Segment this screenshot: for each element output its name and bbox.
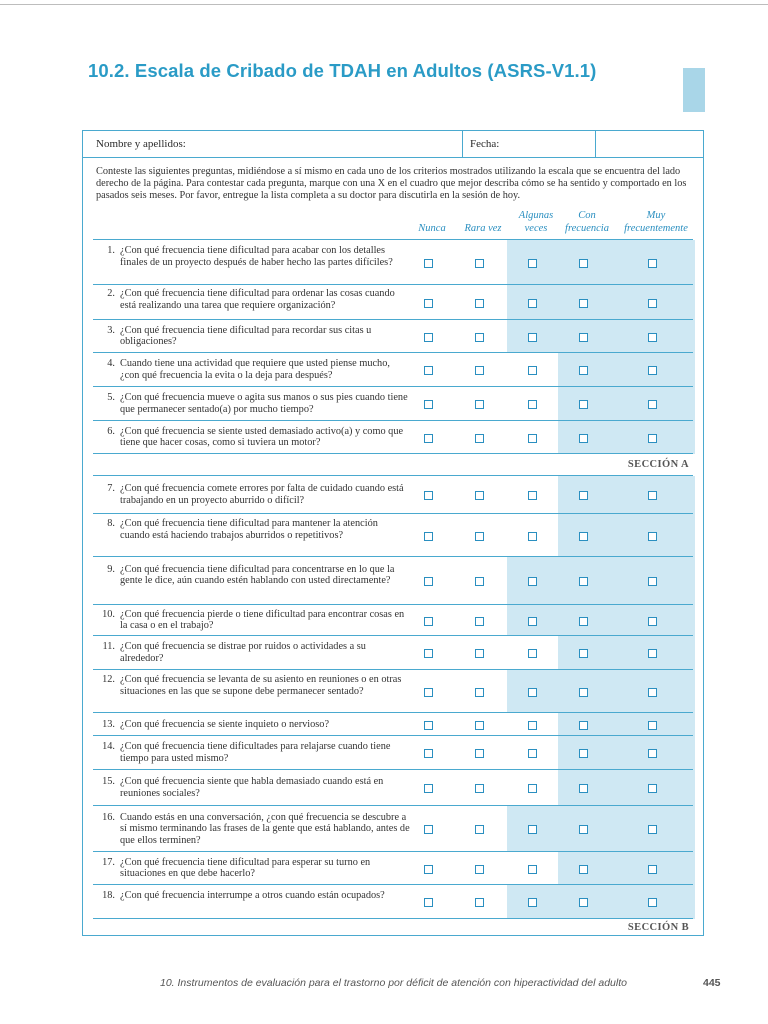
column-header-line1: Muy <box>646 210 666 221</box>
question-text: Cuando tiene una actividad que requiere que usted piense mucho, ¿con qué frecuencia la evita o la deja para después? <box>120 358 390 381</box>
answer-checkbox[interactable] <box>648 865 657 874</box>
question-number: 2. <box>107 288 115 299</box>
column-header-line2: Rara vez <box>464 223 502 234</box>
question-number: 16. <box>102 811 115 823</box>
answer-checkbox[interactable] <box>579 688 588 697</box>
answer-checkbox[interactable] <box>424 366 433 375</box>
question-row <box>83 240 703 285</box>
answer-checkbox[interactable] <box>475 491 484 500</box>
question-number: 4. <box>107 358 115 370</box>
page-number: 445 <box>703 977 721 989</box>
answer-checkbox[interactable] <box>424 400 433 409</box>
answer-checkbox[interactable] <box>424 577 433 586</box>
answer-checkbox[interactable] <box>528 649 537 658</box>
question-number: 15. <box>102 776 115 788</box>
row-divider <box>93 918 693 919</box>
answer-checkbox[interactable] <box>648 299 657 308</box>
question-row <box>83 353 703 387</box>
question-number: 8. <box>107 518 115 530</box>
header-divider <box>462 131 463 157</box>
answer-checkbox[interactable] <box>579 721 588 730</box>
answer-checkbox[interactable] <box>528 259 537 268</box>
answer-checkbox[interactable] <box>579 259 588 268</box>
answer-checkbox[interactable] <box>648 577 657 586</box>
answer-checkbox[interactable] <box>528 299 537 308</box>
answer-checkbox[interactable] <box>475 577 484 586</box>
answer-checkbox[interactable] <box>475 688 484 697</box>
question-text: ¿Con qué frecuencia se siente inquieto o nervioso? <box>120 718 330 730</box>
question-row <box>83 421 703 454</box>
answer-checkbox[interactable] <box>475 434 484 443</box>
answer-checkbox[interactable] <box>424 865 433 874</box>
question-text: ¿Con qué frecuencia tiene dificultades para relajarse cuando tiene tiempo para usted mismo? <box>120 741 391 764</box>
answer-checkbox[interactable] <box>475 617 484 626</box>
answer-checkbox[interactable] <box>424 721 433 730</box>
answer-checkbox[interactable] <box>648 649 657 658</box>
answer-checkbox[interactable] <box>528 333 537 342</box>
answer-checkbox[interactable] <box>648 825 657 834</box>
answer-checkbox[interactable] <box>579 491 588 500</box>
question-number: 1. <box>107 245 115 257</box>
answer-checkbox[interactable] <box>424 898 433 907</box>
question-text: ¿Con qué frecuencia tiene dificultad para concentrarse en lo que la gente le dice, aún cuando estén hablando con usted directamente? <box>120 563 395 587</box>
answer-checkbox[interactable] <box>424 688 433 697</box>
question-text: ¿Con qué frecuencia tiene dificultad para esperar su turno en situaciones en que debe hacerlo? <box>120 856 371 880</box>
question-text: ¿Con qué frecuencia se siente usted demasiado activo(a) y como que tiene que hacer cosas, como si tuviera un motor? <box>120 425 404 449</box>
answer-checkbox[interactable] <box>648 400 657 409</box>
question-text: ¿Con qué frecuencia se levanta de su asiento en reuniones o en otras situaciones en las que se supone debe permanecer sentado? <box>120 674 402 697</box>
answer-checkbox[interactable] <box>528 749 537 758</box>
question-number: 12. <box>102 674 115 686</box>
question-number: 3. <box>107 324 115 336</box>
answer-checkbox[interactable] <box>648 259 657 268</box>
page-title: 10.2. Escala de Cribado de TDAH en Adultos (ASRS-V1.1) <box>88 60 597 81</box>
answer-checkbox[interactable] <box>528 825 537 834</box>
answer-checkbox[interactable] <box>528 366 537 375</box>
question-row <box>83 770 703 806</box>
row-divider <box>93 239 693 240</box>
answer-checkbox[interactable] <box>579 784 588 793</box>
answer-checkbox[interactable] <box>424 259 433 268</box>
answer-checkbox[interactable] <box>648 749 657 758</box>
answer-checkbox[interactable] <box>475 898 484 907</box>
question-text: Cuando estás en una conversación, ¿con qué frecuencia se descubre a sí mismo terminando las frases de la gente que está hablando, antes de que ellos terminen? <box>120 811 410 846</box>
question-row <box>83 514 703 557</box>
answer-checkbox[interactable] <box>579 865 588 874</box>
answer-checkbox[interactable] <box>475 784 484 793</box>
page-footer: 10. Instrumentos de evaluación para el trastorno por déficit de atención con hiperactividad del adulto <box>160 977 627 989</box>
row-divider <box>93 453 693 454</box>
question-number: 7. <box>107 483 115 495</box>
answer-checkbox[interactable] <box>648 898 657 907</box>
question-row <box>83 605 703 636</box>
answer-checkbox[interactable] <box>579 333 588 342</box>
answer-checkbox[interactable] <box>528 898 537 907</box>
answer-checkbox[interactable] <box>648 721 657 730</box>
answer-checkbox[interactable] <box>424 434 433 443</box>
answer-checkbox[interactable] <box>648 491 657 500</box>
answer-checkbox[interactable] <box>579 532 588 541</box>
column-header-line1: Con <box>578 210 596 221</box>
column-header-line2: frecuencia <box>565 223 609 234</box>
question-text: ¿Con qué frecuencia tiene dificultad para recordar sus citas u obligaciones? <box>120 324 372 348</box>
answer-checkbox[interactable] <box>648 366 657 375</box>
answer-checkbox[interactable] <box>648 617 657 626</box>
question-number: 6. <box>107 425 115 437</box>
answer-checkbox[interactable] <box>475 259 484 268</box>
answer-checkbox[interactable] <box>424 825 433 834</box>
question-row <box>83 557 703 605</box>
answer-checkbox[interactable] <box>579 400 588 409</box>
answer-checkbox[interactable] <box>475 532 484 541</box>
answer-checkbox[interactable] <box>424 784 433 793</box>
answer-checkbox[interactable] <box>648 688 657 697</box>
answer-checkbox[interactable] <box>579 825 588 834</box>
answer-checkbox[interactable] <box>579 749 588 758</box>
question-row <box>83 670 703 713</box>
question-number: 14. <box>102 741 115 753</box>
answer-checkbox[interactable] <box>475 649 484 658</box>
answer-checkbox[interactable] <box>648 434 657 443</box>
answer-checkbox[interactable] <box>424 491 433 500</box>
question-text: ¿Con qué frecuencia tiene dificultad para ordenar las cosas cuando está realizando una tarea que requiere organización? <box>120 288 395 311</box>
question-text: ¿Con qué frecuencia mueve o agita sus manos o sus pies cuando tiene que permanecer sentado(a) por mucho tiempo? <box>120 392 408 415</box>
answer-checkbox[interactable] <box>528 577 537 586</box>
question-row <box>83 713 703 736</box>
answer-checkbox[interactable] <box>528 688 537 697</box>
answer-checkbox[interactable] <box>579 366 588 375</box>
column-header-line1: Algunas <box>518 210 554 221</box>
instructions: Conteste las siguientes preguntas, midiéndose a sí mismo en cada uno de los criterios mostrados utilizando la escala que se encuentra del lado derecho de la página. Para contestar cada pregunta, marque con una X en el cuadro que mejor describa cómo se ha sentido y comportado en los pasados seis meses. Por favor, entregue la lista completa a su doctor para discutirla en la sesión de hoy. <box>96 166 687 201</box>
question-number: 11. <box>102 641 115 653</box>
answer-checkbox[interactable] <box>424 649 433 658</box>
date-label: Fecha: <box>470 138 500 150</box>
row-divider <box>93 475 693 476</box>
column-header-line2: veces <box>524 223 548 234</box>
column-header <box>547 209 627 235</box>
answer-checkbox[interactable] <box>424 749 433 758</box>
answer-checkbox[interactable] <box>579 577 588 586</box>
answer-checkbox[interactable] <box>475 366 484 375</box>
section-a-label: SECCIÓN A <box>627 459 689 470</box>
question-number: 18. <box>102 890 115 902</box>
answer-checkbox[interactable] <box>528 865 537 874</box>
answer-checkbox[interactable] <box>579 617 588 626</box>
question-row <box>83 387 703 421</box>
answer-checkbox[interactable] <box>528 532 537 541</box>
question-row <box>83 476 703 514</box>
answer-checkbox[interactable] <box>424 333 433 342</box>
answer-checkbox[interactable] <box>424 532 433 541</box>
question-row <box>83 885 703 919</box>
question-text: ¿Con qué frecuencia siente que habla demasiado cuando está en reuniones sociales? <box>120 776 384 799</box>
question-row <box>83 736 703 770</box>
answer-checkbox[interactable] <box>528 434 537 443</box>
column-header <box>616 209 696 235</box>
question-text: ¿Con qué frecuencia interrumpe a otros cuando están ocupados? <box>120 890 385 902</box>
header-divider <box>595 131 596 157</box>
chapter-tab <box>683 68 705 112</box>
answer-checkbox[interactable] <box>475 825 484 834</box>
question-text: ¿Con qué frecuencia comete errores por falta de cuidado cuando está trabajando en un proyecto aburrido o difícil? <box>120 483 404 506</box>
asrs-form <box>82 130 704 936</box>
name-label: Nombre y apellidos: <box>96 138 186 150</box>
answer-checkbox[interactable] <box>579 299 588 308</box>
question-text: ¿Con qué frecuencia pierde o tiene dificultad para encontrar cosas en la casa o en el trabajo? <box>120 608 405 632</box>
answer-checkbox[interactable] <box>579 434 588 443</box>
form-header <box>83 131 703 158</box>
question-row <box>83 852 703 885</box>
question-row <box>83 320 703 353</box>
top-rule <box>0 4 768 5</box>
answer-checkbox[interactable] <box>475 865 484 874</box>
answer-checkbox[interactable] <box>528 491 537 500</box>
answer-checkbox[interactable] <box>528 721 537 730</box>
question-number: 9. <box>107 563 115 575</box>
answer-checkbox[interactable] <box>475 400 484 409</box>
column-header-line2: Nunca <box>418 223 446 234</box>
answer-checkbox[interactable] <box>648 532 657 541</box>
answer-checkbox[interactable] <box>424 617 433 626</box>
question-number: 10. <box>102 608 115 620</box>
answer-checkbox[interactable] <box>648 784 657 793</box>
question-text: ¿Con qué frecuencia se distrae por ruidos o actividades a su alrededor? <box>120 641 366 664</box>
answer-checkbox[interactable] <box>648 333 657 342</box>
column-header-line2: frecuentemente <box>624 223 688 234</box>
answer-checkbox[interactable] <box>475 749 484 758</box>
answer-checkbox[interactable] <box>579 898 588 907</box>
question-row <box>83 636 703 670</box>
answer-checkbox[interactable] <box>579 649 588 658</box>
question-text: ¿Con qué frecuencia tiene dificultad para acabar con los detalles finales de un proyecto después de haber hecho las partes difíciles? <box>120 245 393 268</box>
question-number: 17. <box>102 856 115 868</box>
answer-checkbox[interactable] <box>528 784 537 793</box>
question-text: ¿Con qué frecuencia tiene dificultad para mantener la atención cuando está haciendo trabajos aburridos o repetitivos? <box>120 518 378 541</box>
answer-checkbox[interactable] <box>475 299 484 308</box>
answer-checkbox[interactable] <box>475 721 484 730</box>
question-row <box>83 285 703 320</box>
answer-checkbox[interactable] <box>528 617 537 626</box>
section-b-label: SECCIÓN B <box>627 922 689 933</box>
answer-checkbox[interactable] <box>528 400 537 409</box>
answer-checkbox[interactable] <box>475 333 484 342</box>
question-number: 13. <box>102 718 115 730</box>
answer-checkbox[interactable] <box>424 299 433 308</box>
question-row <box>83 806 703 852</box>
question-number: 5. <box>107 392 115 404</box>
